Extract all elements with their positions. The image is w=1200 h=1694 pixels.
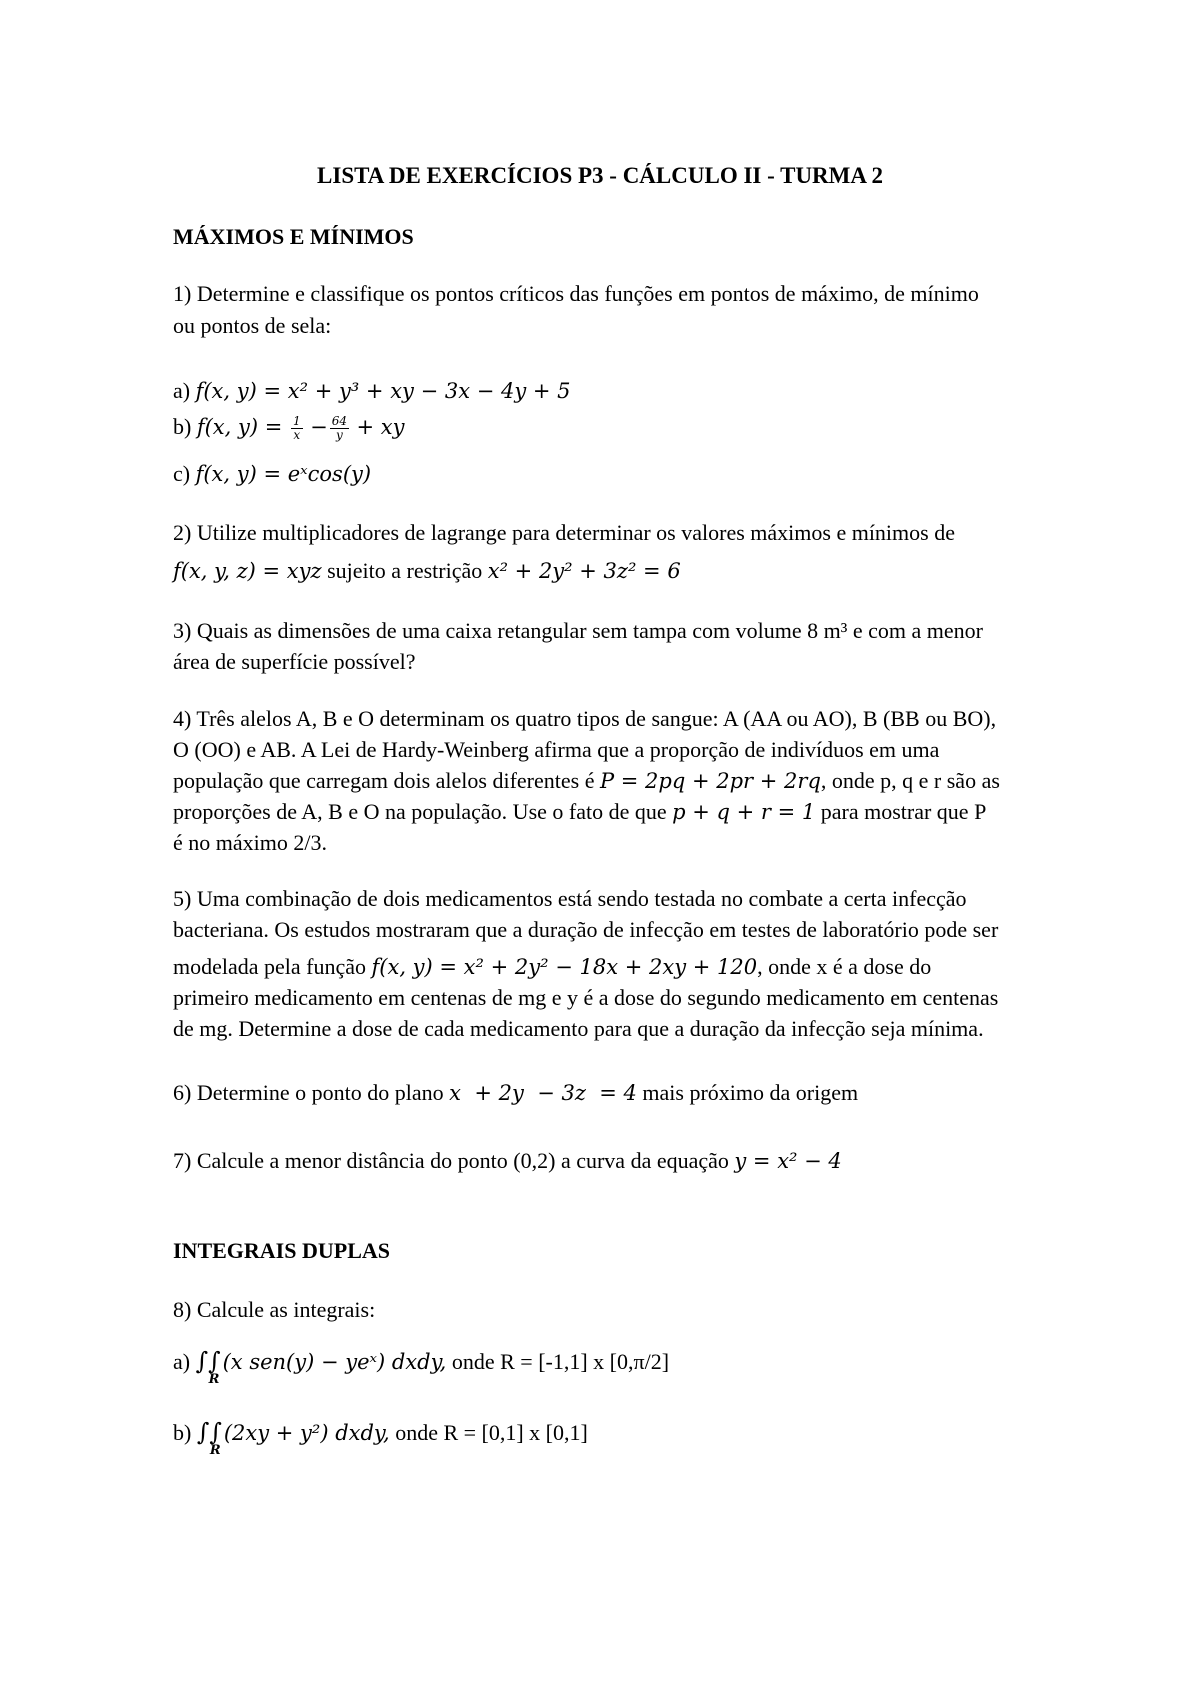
exercise-4-line-2: O (OO) e AB. A Lei de Hardy-Weinberg afirma que a proporção de indivíduos em uma [173,737,940,762]
item-label: a) [173,378,196,403]
constraint-equation: x² + 2y² + 3z² = 6 [487,559,681,583]
integrand: (2xy + y²) dxdy, [223,1421,390,1445]
equation: P = 2pq + 2pr + 2rq [599,769,821,793]
exercise-4-line-3 [173,765,1100,797]
equation: p + q + r = 1 [672,800,816,824]
exercise-5-line-4: primeiro medicamento em centenas de mg e y é a dose do segundo medicamento em centenas [173,985,999,1010]
item-label: c) [173,461,196,486]
exercise-8a [173,1345,1100,1387]
fraction [291,415,303,442]
integral-region: R [209,1443,221,1458]
exercise-1a [173,375,1100,407]
exercise-5-line-5: de mg. Determine a dose de cada medicamento para que a duração da infecção seja mínima. [173,1016,984,1041]
text: , onde x é a dose do [757,954,932,979]
exercise-8-line-1: 8) Calcule as integrais: [173,1297,376,1322]
exercise-3-line-1: 3) Quais as dimensões de uma caixa retangular sem tampa com volume 8 m³ e com a menor [173,618,983,643]
fraction [330,415,349,442]
integrand: (x sen(y) − yeˣ) dxdy, [222,1350,447,1374]
text: proporções de A, B e O na população. Use o fato de que [173,799,673,824]
exercise-5-line-3 [173,951,1100,983]
text: , onde p, q e r são as [820,768,1000,793]
text: população que carregam dois alelos diferentes é [173,768,600,793]
text: 7) Calcule a menor distância do ponto (0,2) a curva da equação [173,1148,735,1173]
equation: f(x, y, z) = xyz [173,559,322,583]
exercise-4-line-4 [173,796,1100,828]
text: sujeito a restrição [321,558,488,583]
exercise-2-line-2 [173,555,1100,587]
numerator: 64 [331,414,348,429]
denominator: y [336,428,343,443]
equation-rest: + xy [356,415,405,439]
section-heading-double-integrals: INTEGRAIS DUPLAS [173,1238,390,1263]
exercise-1b [173,411,1100,443]
double-integral-sign [196,1416,222,1458]
text: 6) Determine o ponto do plano [173,1080,450,1105]
exercise-1-line-1: 1) Determine e classifique os pontos críticos das funções em pontos de máximo, de mínimo [173,281,979,306]
equation: f(x, y) = x² + y³ + xy − 3x − 4y + 5 [195,379,571,403]
numerator: 1 [293,414,301,429]
section-heading-max-min: MÁXIMOS E MÍNIMOS [173,224,414,249]
exercise-1c [173,458,1100,490]
item-label: b) [173,1420,197,1445]
domain-text: onde R = [0,1] x [0,1] [389,1420,588,1445]
exercise-7 [173,1145,1100,1177]
item-label: a) [173,1349,196,1374]
integral-symbol: ∫∫ [195,1347,221,1375]
exercise-5-line-2: bacteriana. Os estudos mostraram que a duração de infecção em testes de laboratório pode ser [173,917,999,942]
exercise-4-line-1: 4) Três alelos A, B e O determinam os quatro tipos de sangue: A (AA ou AO), B (BB ou BO), [173,706,997,731]
minus-sign: − [310,415,328,439]
equation-lhs: f(x, y) = [196,415,289,439]
exercise-2-line-1: 2) Utilize multiplicadores de lagrange para determinar os valores máximos e mínimos de [173,520,955,545]
exercise-6 [173,1077,1100,1109]
exercise-5-line-1: 5) Uma combinação de dois medicamentos está sendo testada no combate a certa infecção [173,886,967,911]
exercise-4-line-5: é no máximo 2/3. [173,830,327,855]
item-label: b) [173,414,197,439]
page-title: LISTA DE EXERCÍCIOS P3 - CÁLCULO II - TURMA 2 [317,163,883,188]
equation: x + 2y − 3z = 4 [449,1081,637,1105]
equation: f(x, y) = x² + 2y² − 18x + 2xy + 120 [371,955,758,979]
exercise-8b [173,1416,1100,1458]
integral-symbol: ∫∫ [196,1418,222,1446]
equation: f(x, y) = eˣcos(y) [195,462,372,486]
domain-text: onde R = [-1,1] x [0,π/2] [446,1349,670,1374]
exercise-3-line-2: área de superfície possível? [173,649,416,674]
denominator: x [293,428,301,443]
text: para mostrar que P [815,799,987,824]
text: mais próximo da origem [636,1080,859,1105]
equation: y = x² − 4 [734,1149,842,1173]
double-integral-sign [195,1345,221,1387]
text: modelada pela função [173,954,372,979]
exercise-1-line-2: ou pontos de sela: [173,313,332,338]
integral-region: R [208,1372,220,1387]
